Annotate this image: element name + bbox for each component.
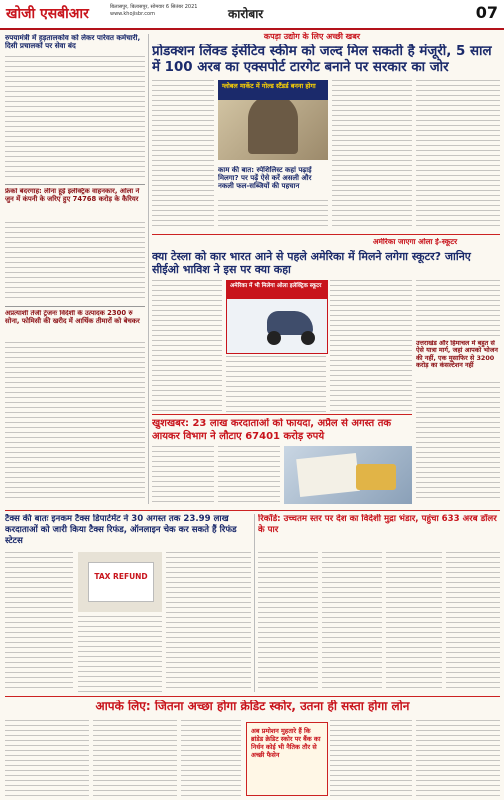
ev-body-col-3 bbox=[330, 280, 412, 412]
credit-headline: आपके लिए: जितना अच्छा होगा क्रेडिट स्कोर, उतना ही सस्ता होगा लोन bbox=[95, 700, 410, 713]
masthead-url: www.khojisbr.com bbox=[110, 11, 155, 17]
left-story-3-body bbox=[5, 342, 145, 500]
lead-body-col-4 bbox=[416, 80, 500, 230]
ev-body-col-4 bbox=[416, 280, 500, 336]
tax-data-body-col-3 bbox=[166, 552, 251, 692]
section-title: कारोबार bbox=[228, 7, 264, 21]
lead-kicker: कपड़ा उद्योग के लिए अच्छी खबर bbox=[263, 32, 361, 41]
credit-body-col-1 bbox=[5, 720, 89, 796]
masthead-meta bbox=[110, 4, 197, 18]
income-tax-photo bbox=[284, 446, 412, 504]
divider bbox=[5, 696, 500, 697]
lead-body-col-1 bbox=[152, 80, 214, 230]
record-body-col-3 bbox=[386, 552, 442, 692]
divider bbox=[5, 184, 145, 185]
income-tax-body-col-2 bbox=[218, 446, 280, 504]
tax-data-body-col-2 bbox=[78, 616, 162, 692]
left-story-2-body bbox=[5, 222, 145, 302]
record-headline: रिकॉर्ड: उच्चतम स्तर पर देश का विदेशी मुद्रा भंडार, पहुंचा 633 अरब डॉलर के पार bbox=[258, 514, 497, 535]
masthead bbox=[0, 0, 504, 30]
ev-photo-caption: अमेरिका में भी मिलेगा ओला इलेक्ट्रिक स्कूटर bbox=[230, 283, 322, 289]
tax-refund-label: TAX REFUND bbox=[94, 572, 148, 581]
credit-quote: अब प्रमोशन मुहतारे हैं कि ब्रांडेड क्रेडिट स्कोर पर बैंक का निर्धन कोई भी नैतिक तौर से अच्छी फैसेन bbox=[251, 727, 321, 759]
record-body-col-1 bbox=[258, 552, 318, 692]
left-story-2-headline: फ्रेंको बंदरगाह: लीना हूई इलेक्ट्रिक वाहनकार, ओला ने जुन में कंपनी के जरिए हुए 74768 करोड़ के कैरियर bbox=[5, 188, 140, 203]
tax-refund-photo bbox=[78, 552, 162, 612]
ev-sub-body bbox=[416, 382, 500, 502]
column-divider bbox=[254, 514, 255, 692]
left-story-1-headline: रुपयामंत्री में हड़तालकोव को लेकर पारेवत कर्मचारी, दिसी प्रचालकों पर सेवा बंद bbox=[5, 34, 141, 51]
record-body-col-4 bbox=[446, 552, 500, 692]
lead-headline: प्रोडक्शन लिंक्ड इंसेंटिव स्कीम को जल्द मिल सकती है मंजूरी, 5 साल में 100 अरब का एक्सपोर्ट टारगेट बनाने पर सरकार का जोर bbox=[152, 44, 492, 75]
ev-kicker: अमेरिका जाएगा ओला ई-स्कूटर bbox=[372, 238, 458, 246]
lead-body-col-3 bbox=[332, 80, 412, 230]
ev-photo bbox=[226, 280, 328, 354]
tax-data-headline: टैक्स की बातः इनकम टैक्स डिपार्टमेंट ने 30 अगस्त तक 23.99 लाख करदाताओं को जारी किया टैक्स रिफंड, ऑनलाइन चेक कर सकते हैं रिफंड स्टेटस bbox=[5, 514, 237, 546]
income-tax-headline: खुशखबर: 23 लाख करदाताओं को फायदा, अप्रैल से अगस्त तक आयकर विभाग ने लौटाए 67401 करोड़ रुपये bbox=[152, 418, 392, 442]
refund-note bbox=[88, 562, 154, 602]
tax-form-graphic bbox=[296, 453, 360, 497]
person-silhouette bbox=[248, 94, 298, 154]
credit-body-col-5 bbox=[416, 720, 500, 796]
credit-body-col-4 bbox=[330, 720, 412, 796]
ev-sub-headline: उत्तराखंड और हिमाचल में बहुत से ऐसे यात्रा मार्ग, जहां आपको भोजन की नहीं, एक मुसाफिर से 3200 करोड़ का कंसल्टेशन नहीं bbox=[416, 340, 498, 370]
page-number: 07 bbox=[475, 3, 498, 22]
ev-body-col-2 bbox=[226, 356, 326, 412]
income-tax-body-col-1 bbox=[152, 446, 214, 504]
lead-sub-headline: काम की बात: स्पेशिलिस्ट कहां पढ़ाई मिलगा? पर पढ़ें ऐसे करें असली और नकली फल-सब्जियों की पहचान bbox=[218, 166, 312, 191]
record-body-col-2 bbox=[322, 552, 382, 692]
column-divider bbox=[148, 34, 149, 504]
divider bbox=[152, 234, 500, 235]
credit-body-col-3 bbox=[181, 720, 241, 796]
lead-photo-caption: ग्लोबल मार्केट में गोल्ड स्टैंडर्ड बनना होगा bbox=[222, 82, 316, 90]
lead-photo bbox=[218, 80, 328, 160]
scooter-wheel bbox=[301, 331, 315, 345]
divider bbox=[5, 306, 145, 307]
divider bbox=[5, 510, 500, 511]
masthead-date-line: बिलासपुर, बिलासपुर, सोमवार 6 सितंबर 2021 bbox=[110, 4, 198, 10]
left-story-1-body bbox=[5, 56, 145, 180]
newspaper-logo: खोजी एसबीआर bbox=[6, 6, 89, 22]
ev-body-col-1 bbox=[152, 280, 222, 412]
credit-quote-box bbox=[246, 722, 328, 796]
lead-sub-body bbox=[218, 200, 328, 230]
tax-data-body-col-1 bbox=[5, 552, 73, 692]
divider bbox=[152, 414, 412, 415]
calculator-graphic bbox=[356, 464, 396, 490]
scooter-wheel bbox=[267, 331, 281, 345]
left-story-3-headline: अप्रत्याशी तेजी ट्रेजनः विदेशी के उत्पादक 2300 रु सोना, फोमिसी की खरीद में आर्थिक तीमारों को बेचकर bbox=[5, 310, 140, 325]
ev-headline: क्या टेस्ला को कार भारत आने से पहले अमेरिका में मिलने लगेगा स्कूटर? जानिए सीईओ भाविश ने इस पर क्या कहा bbox=[152, 250, 471, 276]
credit-body-col-2 bbox=[93, 720, 177, 796]
